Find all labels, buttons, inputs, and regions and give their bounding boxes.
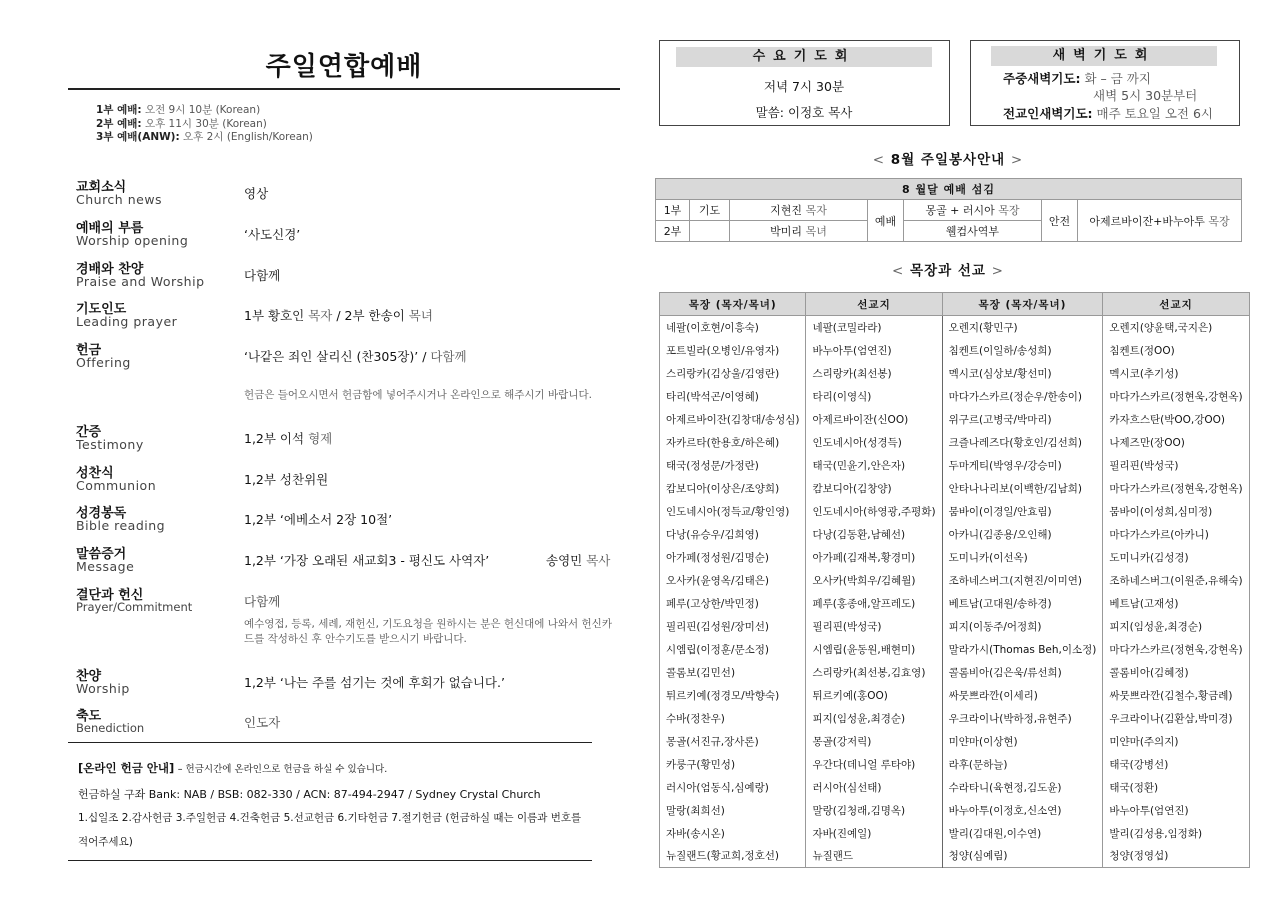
order-title-ko: 예배의 부름 <box>76 221 144 236</box>
order-title-ko: 결단과 헌신 <box>76 588 144 603</box>
mission-group-cell: 포트빌라(오병인/유영자) <box>666 344 780 357</box>
service-time-label: 2부 예배: <box>96 117 142 130</box>
mission-group-cell: 피지(이동주/어정희) <box>942 615 1103 638</box>
mission-field-cell: 몽골(강저릭) <box>806 730 942 753</box>
mission-group-cell: 우크라이나(박하정,유현주) <box>942 707 1103 730</box>
service-time-value: 오후 2시 (English/Korean) <box>183 131 313 143</box>
order-title-en: Benediction <box>76 721 145 735</box>
mission-row <box>660 500 1250 523</box>
mission-row <box>660 454 1250 477</box>
mission-group-cell: 자카르타(한용호/하은혜) <box>666 436 780 449</box>
service-worship-group: 웰컴사역부 <box>904 221 1042 242</box>
order-title-en: Message <box>76 559 135 574</box>
service-time-value: 오후 11시 30분 (Korean) <box>144 117 267 130</box>
mission-group-cell: 아제르바이잔(김창대/송성심) <box>666 413 800 426</box>
order-content <box>244 429 332 447</box>
mission-header-group: 목장 (목자/목녀) <box>942 293 1103 316</box>
mission-group-cell: 시엠립(이정훈/문소정) <box>666 643 770 656</box>
mission-group-cell: 마다가스카르(정순우/한송이) <box>942 385 1103 408</box>
mission-field-cell: 침켄트(정OO) <box>1103 339 1249 362</box>
mission-group-cell: 침켄트(이일하/송성희) <box>942 339 1103 362</box>
dawn-prayer-title: 새벽기도회 <box>991 46 1217 66</box>
mission-row <box>660 845 1250 868</box>
giving-divider-bottom <box>68 860 592 861</box>
order-content <box>244 306 433 324</box>
dawn-weekday-time: 새벽 5시 30분부터 <box>1093 88 1198 103</box>
service-guide-title: < 8월 주일봉사안내 > <box>872 152 1024 168</box>
order-title-en: Testimony <box>76 437 144 452</box>
mission-group-cell: 다낭(유승우/김희영) <box>666 528 759 541</box>
commitment-note: 예수영접, 등록, 세례, 재헌신, 기도요청을 원하시는 분은 헌신대에 나와서 헌신카드를 작성하신 후 안수기도를 받으시기 바랍니다. <box>244 618 612 645</box>
mission-group-cell: 뉴질랜드(황교희,정호선) <box>666 850 779 863</box>
prayer-leader-2: / 2부 한송이 <box>336 308 405 323</box>
mission-group-cell: 태국(정성문/가정란) <box>666 459 759 472</box>
mission-row <box>660 822 1250 845</box>
mission-group-cell: 콜롬보(김민선) <box>666 666 736 679</box>
mission-table <box>659 292 1250 868</box>
service-worship-group-name: 몽골 + 러시아 <box>925 204 995 217</box>
mission-field-cell: 태국(정환) <box>1103 776 1249 799</box>
mission-group-cell: 멕시코(심상보/황선미) <box>942 362 1103 385</box>
mission-row <box>660 707 1250 730</box>
mission-group-cell: 도미니카(이선옥) <box>942 546 1103 569</box>
testimony-speaker: 1,2부 이석 <box>244 431 305 446</box>
mission-row <box>660 477 1250 500</box>
order-content: 다함께 <box>244 268 281 283</box>
mission-group-cell: 자바(송시온) <box>666 827 725 840</box>
service-time-3 <box>96 131 313 145</box>
service-time-label: 1부 예배: <box>96 104 142 116</box>
mission-field-cell: 카자흐스탄(박OO,강OO) <box>1103 408 1249 431</box>
service-part: 1부 <box>656 200 690 221</box>
service-time-value: 오전 9시 10분 (Korean) <box>144 104 261 116</box>
prayer-leader-1-title: 목자 <box>308 308 333 323</box>
mission-field-cell: 필리핀(박성국) <box>1103 454 1249 477</box>
mission-field-cell: 인도네시아(하영광,주평화) <box>806 500 942 523</box>
title-divider <box>68 88 620 90</box>
mission-table-header <box>660 293 1250 316</box>
mission-group-cell: 바누아투(이정호,신소연) <box>942 799 1103 822</box>
mission-field-cell: 우간다(데니얼 루타야) <box>806 753 942 776</box>
left-page <box>68 0 620 905</box>
mission-group-cell: 아가페(정성원/김명순) <box>666 551 770 564</box>
mission-field-cell: 멕시코(추기성) <box>1103 362 1249 385</box>
mission-group-cell: 두마게티(박영우/강승미) <box>942 454 1103 477</box>
offering-note: 헌금은 들어오시면서 헌금함에 넣어주시거나 온라인으로 해주시기 바랍니다. <box>244 389 592 401</box>
service-prayer-title: 목녀 <box>805 225 827 238</box>
mission-group-cell: 타리(박석곤/이영혜) <box>666 390 759 403</box>
mission-group-cell: 콜롬비아(김은욱/류선희) <box>942 661 1103 684</box>
mission-row <box>660 546 1250 569</box>
service-table <box>655 178 1242 242</box>
wednesday-prayer-title: 수요기도회 <box>676 47 932 67</box>
order-content: 영상 <box>244 186 269 201</box>
dawn-prayer-box <box>970 40 1240 126</box>
mission-group-cell: 베트남(고대원/송하경) <box>942 592 1103 615</box>
mission-group-cell: 말라가시(Thomas Beh,이소정) <box>942 638 1103 661</box>
mission-row <box>660 569 1250 592</box>
giving-divider-top <box>68 742 592 743</box>
order-title-en: Offering <box>76 355 131 370</box>
mission-row <box>660 316 1250 339</box>
mission-field-cell: 시엠립(윤동원,배현미) <box>806 638 942 661</box>
wednesday-prayer-speaker <box>660 103 948 121</box>
mission-field-cell: 러시아(심선태) <box>806 776 942 799</box>
mission-field-cell: 마다가스카르(정현욱,강현옥) <box>1103 477 1249 500</box>
mission-field-cell: 바누아투(엄연진) <box>806 339 942 362</box>
mission-field-cell: 마다가스카르(아카니) <box>1103 523 1249 546</box>
mission-field-cell: 타리(이영식) <box>806 385 942 408</box>
mission-header-group: 목장 (목자/목녀) <box>660 293 806 316</box>
prayer-leader-2-title: 목녀 <box>408 308 433 323</box>
order-title-ko: 성찬식 <box>76 466 114 481</box>
mission-group-cell: 아카니(김종용/오인해) <box>942 523 1103 546</box>
order-title-ko: 성경봉독 <box>76 506 127 521</box>
order-content: ‘사도신경’ <box>244 227 301 242</box>
service-safety-group-name: 아제르바이잔+바누아투 <box>1089 214 1205 228</box>
service-part: 2부 <box>656 221 690 242</box>
service-role-safety: 안전 <box>1042 200 1078 242</box>
mission-field-cell: 스리랑카(최선봉) <box>806 362 942 385</box>
dawn-all <box>1003 104 1213 122</box>
order-title-en: Leading prayer <box>76 314 178 329</box>
order-title-ko: 헌금 <box>76 343 102 358</box>
order-title-ko: 간증 <box>76 425 102 440</box>
order-title-en: Praise and Worship <box>76 274 205 289</box>
mission-field-cell: 나제즈만(장OO) <box>1103 431 1249 454</box>
service-time-1 <box>96 104 313 118</box>
mission-group-cell: 청양(심예림) <box>942 845 1103 868</box>
mission-field-cell: 청양(정영섭) <box>1103 845 1249 868</box>
giving-types-cont: 적어주세요) <box>78 836 133 848</box>
mission-group-cell: 오렌지(황민구) <box>942 316 1103 339</box>
mission-field-cell: 인도네시아(성경득) <box>806 431 942 454</box>
mission-field-cell: 바누아투(엄연진) <box>1103 799 1249 822</box>
order-title-en: Prayer/Commitment <box>76 600 193 614</box>
order-content: 인도자 <box>244 715 281 730</box>
wednesday-speaker-label: 말씀: <box>755 105 785 120</box>
message-speaker-name: 송영민 <box>546 553 583 568</box>
mission-field-cell: 뭄바이(이성희,심미정) <box>1103 500 1249 523</box>
order-title-ko: 기도인도 <box>76 302 127 317</box>
order-title-en: Worship opening <box>76 233 189 248</box>
mission-row <box>660 431 1250 454</box>
dawn-weekday-label: 주중새벽기도: <box>1003 71 1081 86</box>
service-worship-group-title: 목장 <box>998 204 1020 217</box>
mission-row <box>660 592 1250 615</box>
mission-group-cell: 카룽구(황민성) <box>666 758 736 771</box>
service-guide-title-text: 8월 주일봉사안내 <box>890 152 1006 168</box>
mission-group-cell: 러시아(엄동식,심예랑) <box>666 781 769 794</box>
mission-field-cell: 말랑(김청래,김명옥) <box>806 799 942 822</box>
order-content: 1,2부 ‘가장 오래된 새교회3 - 평신도 사역자’ <box>244 553 490 568</box>
online-giving-subtitle: – 헌금시간에 온라인으로 헌금을 하실 수 있습니다. <box>177 764 388 775</box>
testimony-speaker-title: 형제 <box>308 431 333 446</box>
mission-field-cell: 네팔(코밀라라) <box>806 316 942 339</box>
mission-field-cell: 마다가스카르(정현욱,강현옥) <box>1103 638 1249 661</box>
wednesday-prayer-box <box>659 40 950 126</box>
mission-field-cell: 싸뭇쁘라깐(김철수,황금례) <box>1103 684 1249 707</box>
mission-title-text: 목장과 선교 <box>910 263 986 279</box>
mission-group-cell: 네팔(이호현/이흥숙) <box>666 321 759 334</box>
mission-table-body <box>660 316 1250 868</box>
dawn-weekday <box>1003 69 1151 87</box>
mission-row <box>660 776 1250 799</box>
order-content: 1,2부 성찬위원 <box>244 472 329 487</box>
mission-field-cell: 콜롬비아(김혜정) <box>1103 661 1249 684</box>
service-table-header <box>656 179 1242 200</box>
service-worship-group <box>904 200 1042 221</box>
order-title-en: Church news <box>76 192 163 207</box>
mission-group-cell: 튀르키예(정경모/박향숙) <box>666 689 780 702</box>
service-table-header-cell: 8 월달 예배 섬김 <box>656 179 1242 200</box>
service-prayer-title: 목자 <box>805 204 827 217</box>
mission-field-cell: 피지(임성윤,최경순) <box>1103 615 1249 638</box>
mission-field-cell: 페루(홍종애,알프레도) <box>806 592 942 615</box>
prayer-leader-1: 1부 황호인 <box>244 308 305 323</box>
mission-field-cell: 도미니카(김성경) <box>1103 546 1249 569</box>
mission-group-cell: 라후(문하늘) <box>942 753 1103 776</box>
message-speaker <box>546 551 610 569</box>
service-row-1 <box>656 200 1242 221</box>
mission-row <box>660 799 1250 822</box>
mission-field-cell: 피지(임성윤,최경순) <box>806 707 942 730</box>
order-title-ko: 교회소식 <box>76 180 127 195</box>
order-content: 1,2부 ‘에베소서 2장 10절’ <box>244 512 393 527</box>
order-title-en: Communion <box>76 478 157 493</box>
mission-row <box>660 684 1250 707</box>
mission-field-cell: 캄보디아(김창양) <box>806 477 942 500</box>
wednesday-prayer-time: 저녁 7시 30분 <box>763 79 845 94</box>
mission-row <box>660 730 1250 753</box>
order-title-ko: 축도 <box>76 709 102 724</box>
mission-field-cell: 마다가스카르(정현욱,강현옥) <box>1103 385 1249 408</box>
service-role-prayer: 기도 <box>690 200 730 221</box>
order-content <box>244 347 467 365</box>
order-content: 다함께 <box>244 594 281 609</box>
mission-field-cell: 베트남(고재성) <box>1103 592 1249 615</box>
mission-row <box>660 385 1250 408</box>
mission-group-cell: 인도네시아(정득교/황인영) <box>666 505 790 518</box>
service-prayer-person <box>730 221 868 242</box>
mission-field-cell: 발리(김성용,임정화) <box>1103 822 1249 845</box>
mission-row <box>660 638 1250 661</box>
mission-field-cell: 다낭(김동환,남혜선) <box>806 523 942 546</box>
service-safety-group <box>1078 200 1242 242</box>
mission-field-cell: 아가페(김재복,황경미) <box>806 546 942 569</box>
offering-hymn: ‘나같은 죄인 살리신 (찬305장)’ / <box>244 349 427 364</box>
mission-field-cell: 뉴질랜드 <box>806 845 942 868</box>
mission-group-cell: 안타나나리보(이백한/김남희) <box>942 477 1103 500</box>
service-times <box>96 104 313 145</box>
mission-group-cell: 수바(정찬우) <box>666 712 725 725</box>
mission-field-cell: 오렌지(양윤택,국지은) <box>1103 316 1249 339</box>
mission-field-cell: 튀르키예(홍OO) <box>806 684 942 707</box>
mission-group-cell: 조하네스버그(지현진/이미연) <box>942 569 1103 592</box>
service-safety-group-title: 목장 <box>1208 214 1230 228</box>
mission-row <box>660 661 1250 684</box>
mission-group-cell: 스리랑카(김상울/김영란) <box>666 367 780 380</box>
message-speaker-title: 목사 <box>586 553 611 568</box>
wednesday-speaker-name: 이정호 목사 <box>788 105 853 120</box>
mission-field-cell: 태국(민윤기,안은자) <box>806 454 942 477</box>
order-content: 1,2부 ‘나는 주를 섬기는 것에 후회가 없습니다.’ <box>244 675 505 690</box>
dawn-weekday-value: 화 – 금 까지 <box>1084 71 1151 86</box>
order-title-en: Bible reading <box>76 518 166 533</box>
mission-group-cell: 몽골(서진규,장사론) <box>666 735 759 748</box>
service-role-empty <box>690 221 730 242</box>
mission-field-cell: 태국(강병선) <box>1103 753 1249 776</box>
mission-field-cell: 오사카(박희우/김혜월) <box>806 569 942 592</box>
mission-row <box>660 362 1250 385</box>
service-time-2 <box>96 118 313 132</box>
mission-row <box>660 753 1250 776</box>
mission-group-cell: 캄보디아(이상은/조양희) <box>666 482 780 495</box>
service-role-worship: 예배 <box>868 200 904 242</box>
mission-group-cell: 수라타니(육현정,김도윤) <box>942 776 1103 799</box>
mission-field-cell: 아제르바이잔(신OO) <box>806 408 942 431</box>
mission-header-field: 선교지 <box>806 293 942 316</box>
mission-row <box>660 523 1250 546</box>
mission-field-cell: 조하네스버그(이원준,유해숙) <box>1103 569 1249 592</box>
mission-group-cell: 말랑(최희선) <box>666 804 725 817</box>
mission-field-cell: 미얀마(주의지) <box>1103 730 1249 753</box>
dawn-all-value: 매주 토요일 오전 6시 <box>1096 106 1213 121</box>
service-prayer-name: 지현진 <box>770 204 803 217</box>
offering-leader: 다함께 <box>430 349 467 364</box>
order-title-en: Worship <box>76 681 130 696</box>
order-title-ko: 경배와 찬양 <box>76 262 144 277</box>
dawn-all-label: 전교인새벽기도: <box>1003 106 1093 121</box>
mission-row <box>660 339 1250 362</box>
mission-field-cell: 필리핀(박성국) <box>806 615 942 638</box>
service-prayer-name: 박미리 <box>770 225 803 238</box>
mission-field-cell: 우크라이나(김환삼,박미경) <box>1103 707 1249 730</box>
mission-group-cell: 오사카(윤영옥/김태은) <box>666 574 770 587</box>
mission-group-cell: 위구르(고병국/박마리) <box>942 408 1103 431</box>
mission-field-cell: 자바(진예일) <box>806 822 942 845</box>
giving-account: 헌금하실 구좌 Bank: NAB / BSB: 082-330 / ACN: 87-494-2947 / Sydney Crystal Church <box>78 788 541 801</box>
mission-row <box>660 408 1250 431</box>
mission-group-cell: 미얀마(이상현) <box>942 730 1103 753</box>
mission-group-cell: 발리(김대원,이수연) <box>942 822 1103 845</box>
mission-title: < 목장과 선교 > <box>892 263 1004 279</box>
mission-group-cell: 페루(고상한/박민정) <box>666 597 759 610</box>
service-prayer-person <box>730 200 868 221</box>
mission-group-cell: 크즐나레즈다(황호인/김선희) <box>942 431 1103 454</box>
mission-field-cell: 스리랑카(최선봉,김효영) <box>806 661 942 684</box>
giving-types: 1.십일조 2.감사헌금 3.주일헌금 4.건축헌금 5.선교헌금 6.기타헌금 7.절기헌금 (헌금하실 때는 이름과 번호를 <box>78 812 582 824</box>
mission-group-cell: 필리핀(김성원/장미선) <box>666 620 770 633</box>
mission-group-cell: 뭄바이(이경일/안효림) <box>942 500 1103 523</box>
order-title-ko: 찬양 <box>76 669 102 684</box>
mission-header-field: 선교지 <box>1103 293 1249 316</box>
online-giving-heading <box>78 760 387 776</box>
online-giving-title: [온라인 헌금 안내] <box>78 761 175 775</box>
mission-group-cell: 싸뭇쁘라깐(이세리) <box>942 684 1103 707</box>
order-title-ko: 말씀증거 <box>76 547 127 562</box>
service-time-label: 3부 예배(ANW): <box>96 131 180 143</box>
mission-row <box>660 615 1250 638</box>
page-title: 주일연합예배 <box>265 52 423 82</box>
